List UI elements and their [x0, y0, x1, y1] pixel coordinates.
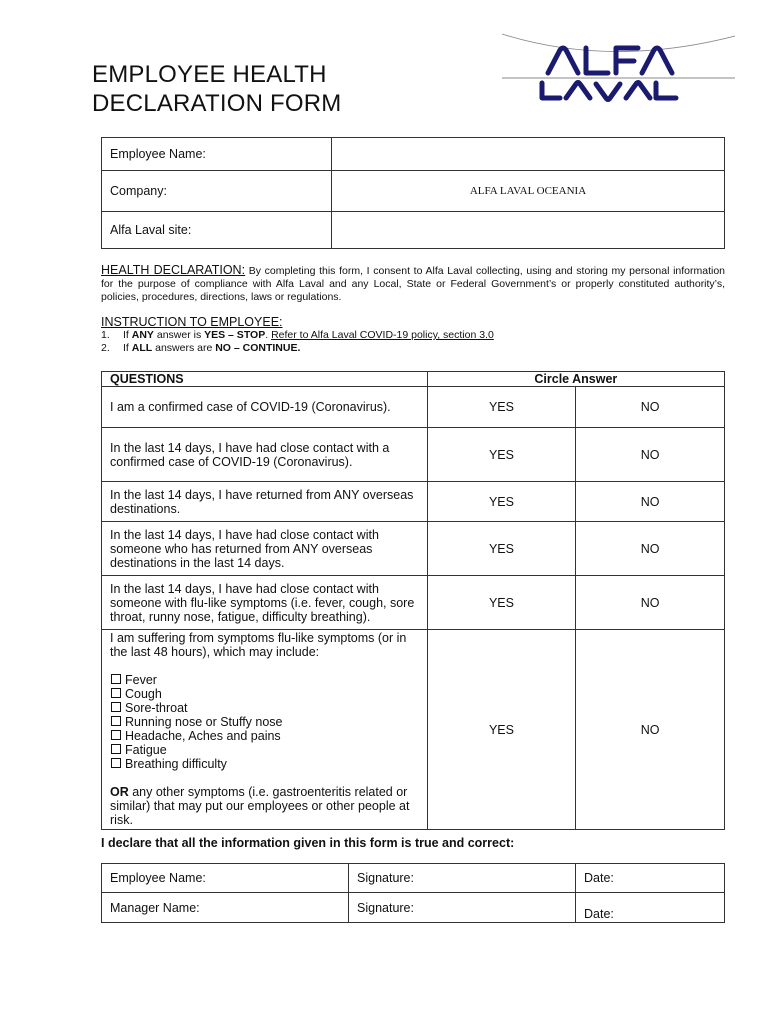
manager-date[interactable]: Date: [576, 893, 725, 923]
employee-name-field[interactable] [332, 138, 725, 171]
question-text: I am a confirmed case of COVID-19 (Coronavirus). [102, 387, 428, 428]
question-text: In the last 14 days, I have returned from ANY overseas destinations. [102, 482, 428, 522]
instruction-text: answer is [153, 329, 205, 341]
instruction-item-2 [101, 342, 725, 355]
checkbox-icon[interactable] [111, 688, 121, 698]
employee-signoff-row [102, 864, 725, 893]
checkbox-icon[interactable] [111, 702, 121, 712]
question-row-4 [102, 522, 725, 576]
question-text: In the last 14 days, I have had close contact with a confirmed case of COVID-19 (Coronavirus). [102, 428, 428, 482]
yes-answer[interactable]: YES [427, 482, 576, 522]
page-title-line-1: EMPLOYEE HEALTH [92, 61, 327, 88]
yes-answer[interactable]: YES [427, 428, 576, 482]
health-declaration [101, 264, 725, 304]
checkbox-icon[interactable] [111, 744, 121, 754]
question-row-1 [102, 387, 725, 428]
page-title [92, 60, 341, 118]
other-symptoms-text [110, 785, 419, 827]
instructions [101, 315, 725, 355]
yes-answer[interactable]: YES [427, 630, 576, 830]
question-text: In the last 14 days, I have had close contact with someone with flu-like symptoms (i.e. fever, cough, sore throat, runny nose, fatigue, difficulty breathing). [102, 576, 428, 630]
manager-signoff-row [102, 893, 725, 923]
yes-answer[interactable]: YES [427, 576, 576, 630]
symptom-label: Fever [125, 673, 157, 687]
employee-name-signoff[interactable]: Employee Name: [102, 864, 349, 893]
policy-reference-link[interactable]: Refer to Alfa Laval COVID-19 policy, section 3.0 [271, 329, 494, 341]
company-row [102, 171, 725, 212]
instruction-bold: NO – CONTINUE. [215, 342, 301, 354]
instruction-text: If [123, 342, 132, 354]
declaration-statement: I declare that all the information given in this form is true and correct: [101, 836, 515, 850]
no-answer[interactable]: NO [576, 522, 725, 576]
question-row-5 [102, 576, 725, 630]
logo-graphic [500, 28, 735, 104]
instruction-num: 2. [101, 342, 110, 354]
symptom-label: Running nose or Stuffy nose [125, 715, 283, 729]
no-answer[interactable]: NO [576, 576, 725, 630]
symptom-label: Sore-throat [125, 701, 188, 715]
employee-signature[interactable]: Signature: [349, 864, 576, 893]
symptoms-question [102, 630, 428, 830]
symptoms-intro: I am suffering from symptoms flu-like symptoms (or in the last 48 hours), which may include: [110, 631, 407, 659]
question-row-3 [102, 482, 725, 522]
site-label: Alfa Laval site: [102, 212, 332, 249]
questions-header-row [102, 372, 725, 387]
alfa-laval-logo [500, 28, 735, 104]
company-label: Company: [102, 171, 332, 212]
instruction-bold: ANY [131, 329, 154, 341]
symptom-item [110, 729, 419, 743]
question-row-2 [102, 428, 725, 482]
company-field[interactable]: ALFA LAVAL OCEANIA [332, 171, 725, 212]
question-row-6 [102, 630, 725, 830]
employee-name-row [102, 138, 725, 171]
instruction-text: . [265, 329, 272, 341]
signoff-table [101, 863, 725, 923]
instruction-text: answers are [152, 342, 216, 354]
checkbox-icon[interactable] [111, 716, 121, 726]
symptom-item [110, 757, 419, 771]
health-declaration-heading: HEALTH DECLARATION: [101, 263, 246, 277]
yes-answer[interactable]: YES [427, 522, 576, 576]
instruction-num: 1. [101, 329, 110, 341]
questions-header: QUESTIONS [102, 372, 428, 387]
questions-table [101, 371, 725, 830]
manager-signature[interactable]: Signature: [349, 893, 576, 923]
instruction-bold: ALL [131, 342, 153, 354]
employee-name-label: Employee Name: [102, 138, 332, 171]
no-answer[interactable]: NO [576, 630, 725, 830]
symptom-item [110, 687, 419, 701]
symptom-label: Fatigue [125, 743, 167, 757]
instruction-item-1 [101, 329, 725, 342]
or-text: any other symptoms (i.e. gastroenteritis related or similar) that may put our employees or other people at risk. [110, 785, 410, 827]
no-answer[interactable]: NO [576, 428, 725, 482]
symptom-item [110, 743, 419, 757]
site-field[interactable] [332, 212, 725, 249]
manager-name-signoff[interactable]: Manager Name: [102, 893, 349, 923]
circle-answer-header: Circle Answer [427, 372, 724, 387]
symptom-item [110, 715, 419, 729]
symptom-label: Cough [125, 687, 162, 701]
instruction-bold: YES – STOP [204, 329, 266, 341]
no-answer[interactable]: NO [576, 387, 725, 428]
instruction-text: If [123, 329, 132, 341]
instructions-heading: INSTRUCTION TO EMPLOYEE: [101, 315, 283, 329]
checkbox-icon[interactable] [111, 674, 121, 684]
no-answer[interactable]: NO [576, 482, 725, 522]
site-row [102, 212, 725, 249]
symptom-item [110, 673, 419, 687]
page-title-line-2: DECLARATION FORM [92, 90, 342, 117]
yes-answer[interactable]: YES [427, 387, 576, 428]
checkbox-icon[interactable] [111, 758, 121, 768]
employee-info-table [101, 137, 725, 249]
question-text: In the last 14 days, I have had close contact with someone who has returned from ANY overseas destinations in the last 14 days. [102, 522, 428, 576]
or-bold: OR [110, 785, 129, 799]
employee-date[interactable]: Date: [576, 864, 725, 893]
symptom-label: Headache, Aches and pains [125, 729, 281, 743]
checkbox-icon[interactable] [111, 730, 121, 740]
symptom-item [110, 701, 419, 715]
health-declaration-body: By completing this form, I consent to Alfa Laval collecting, using and storing my personal information for the purpose of compliance with Alfa Laval and any Local, State or Federal Government’s or properly constituted authority’s, policies, procedures, directions, laws or regulations. [101, 265, 726, 303]
symptom-label: Breathing difficulty [125, 757, 227, 771]
